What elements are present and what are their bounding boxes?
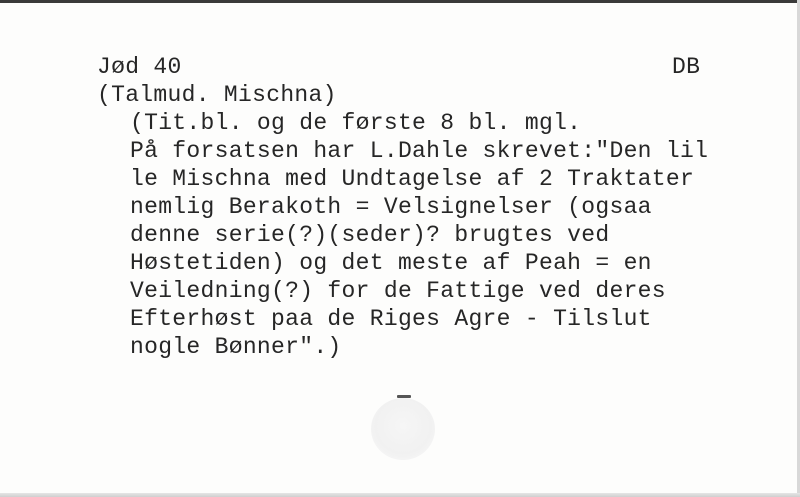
note-line: nemlig Berakoth = Velsignelser (ogsaa [130, 194, 652, 220]
note-line: denne serie(?)(seder)? brugtes ved [130, 222, 610, 248]
note-line: Høstetiden) og det meste af Peah = en [130, 250, 652, 276]
note-line: På forsatsen har L.Dahle skrevet:"Den lil [130, 138, 709, 164]
punch-hole [371, 398, 435, 460]
subject-heading: (Talmud. Mischna) [97, 82, 337, 108]
note-line: nogle Bønner".) [130, 334, 342, 360]
card-top-edge [0, 0, 800, 3]
card-bottom-edge [0, 493, 800, 497]
note-line: Efterhøst paa de Riges Agre - Tilslut [130, 306, 652, 332]
note-line: (Tit.bl. og de første 8 bl. mgl. [130, 110, 582, 136]
call-number: Jød 40 [97, 54, 182, 80]
note-line: Veiledning(?) for de Fattige ved deres [130, 278, 666, 304]
note-line: le Mischna med Undtagelse af 2 Traktater [130, 166, 695, 192]
collection-code: DB [672, 54, 701, 80]
